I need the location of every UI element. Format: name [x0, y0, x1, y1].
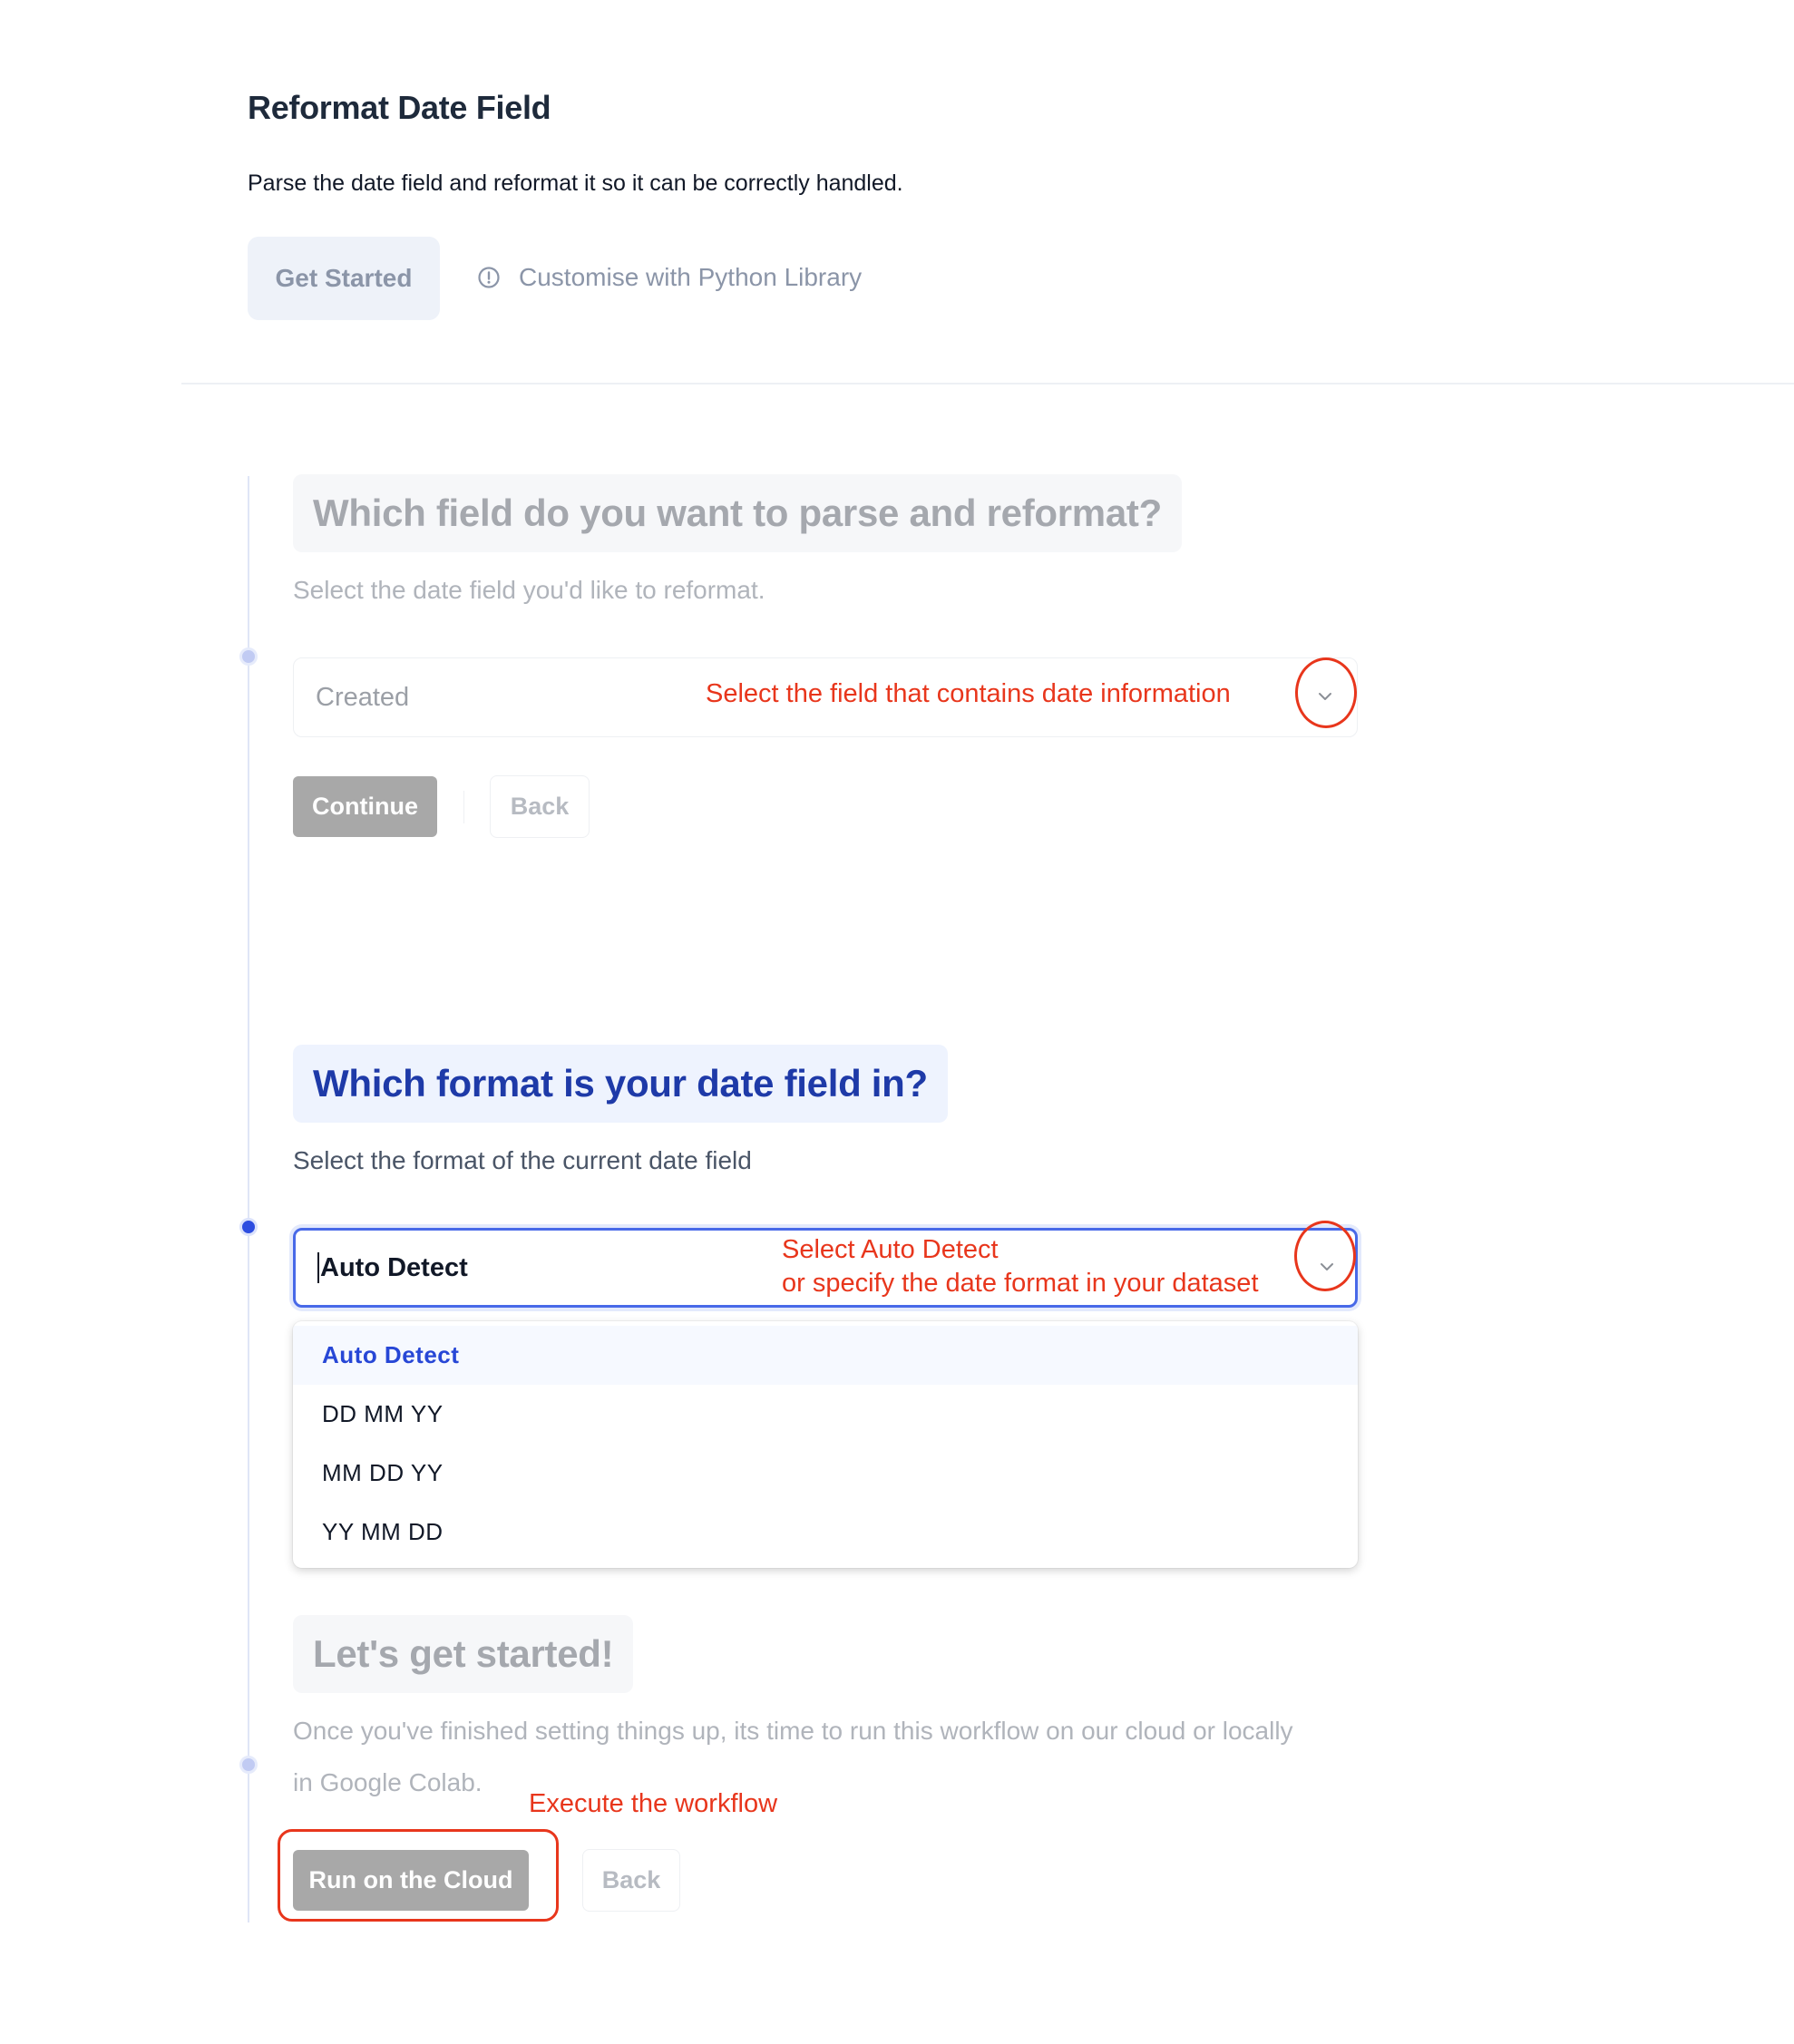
back-button-step1[interactable]: Back — [490, 775, 590, 838]
run-on-cloud-button[interactable]: Run on the Cloud — [293, 1850, 529, 1911]
annotation-step2 — [782, 1233, 1259, 1300]
step3-description-line1: Once you've finished setting things up, its time to run this workflow on our cloud or locally — [293, 1717, 1293, 1745]
annotation-circle-step1 — [1295, 657, 1357, 728]
dropdown-option-auto-detect[interactable]: Auto Detect — [293, 1326, 1358, 1385]
field-select-value: Created — [316, 682, 410, 712]
step3-description-line2: in Google Colab. — [293, 1768, 483, 1796]
dropdown-option-yy-mm-dd[interactable]: YY MM DD — [322, 1518, 444, 1545]
annotation-circle-step2 — [1294, 1221, 1356, 1291]
annotation-step2-line2: or specify the date format in your dataset — [782, 1269, 1259, 1298]
format-dropdown — [293, 1321, 1358, 1568]
step1-subtitle: Select the date field you'd like to reformat. — [293, 576, 765, 604]
page-description: Parse the date field and reformat it so it can be correctly handled. — [248, 170, 903, 196]
text-cursor — [317, 1252, 319, 1283]
annotation-step1: Select the field that contains date information — [706, 679, 1231, 708]
dropdown-option-dd-mm-yy[interactable]: DD MM YY — [322, 1400, 444, 1427]
header-divider — [181, 383, 1794, 384]
step3-heading: Let's get started! — [293, 1615, 633, 1693]
format-select-value: Auto Detect — [320, 1252, 468, 1282]
customise-python-label: Customise with Python Library — [519, 263, 863, 291]
step1-heading: Which field do you want to parse and reformat? — [293, 474, 1182, 552]
step2-heading: Which format is your date field in? — [293, 1045, 948, 1123]
customise-python-link[interactable] — [477, 263, 862, 292]
timeline-line — [248, 476, 249, 1922]
back-button-step3[interactable]: Back — [582, 1849, 680, 1912]
step2-subtitle: Select the format of the current date field — [293, 1146, 752, 1174]
continue-button[interactable]: Continue — [293, 776, 437, 837]
button-separator — [463, 791, 464, 823]
annotation-step2-line1: Select Auto Detect — [782, 1235, 999, 1264]
dropdown-option-mm-dd-yy[interactable]: MM DD YY — [322, 1459, 444, 1486]
info-icon — [477, 266, 501, 289]
timeline-dot-step-3 — [239, 1756, 258, 1774]
page-title: Reformat Date Field — [248, 89, 551, 126]
timeline-dot-step-2 — [239, 1218, 258, 1236]
timeline-dot-step-1 — [239, 647, 258, 666]
get-started-button[interactable]: Get Started — [248, 237, 440, 320]
annotation-step3: Execute the workflow — [529, 1789, 778, 1818]
